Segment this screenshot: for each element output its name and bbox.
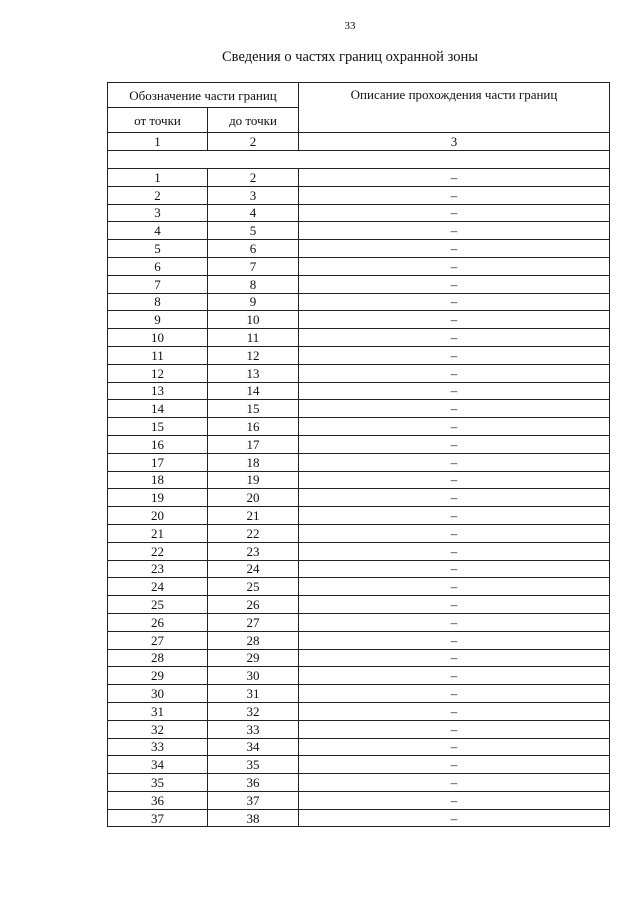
description-cell: – [299, 329, 610, 347]
table-row [108, 222, 610, 240]
description-cell: – [299, 204, 610, 222]
description-cell: – [299, 542, 610, 560]
from-point-cell: 28 [108, 649, 208, 667]
to-point-cell: 24 [208, 560, 299, 578]
description-cell: – [299, 169, 610, 187]
to-point-cell: 29 [208, 649, 299, 667]
description-header: Описание прохождения части границ [299, 83, 610, 133]
from-point-cell: 35 [108, 774, 208, 792]
description-cell: – [299, 685, 610, 703]
table-row [108, 507, 610, 525]
to-point-cell: 9 [208, 293, 299, 311]
to-point-cell: 13 [208, 364, 299, 382]
to-point-cell: 25 [208, 578, 299, 596]
description-cell: – [299, 720, 610, 738]
table-row [108, 364, 610, 382]
from-point-cell: 7 [108, 275, 208, 293]
description-cell: – [299, 596, 610, 614]
description-cell: – [299, 507, 610, 525]
description-cell: – [299, 738, 610, 756]
table-row [108, 435, 610, 453]
table-row [108, 667, 610, 685]
table-row [108, 685, 610, 703]
description-cell: – [299, 222, 610, 240]
table-row [108, 169, 610, 187]
description-cell: – [299, 649, 610, 667]
description-cell: – [299, 774, 610, 792]
to-point-cell: 11 [208, 329, 299, 347]
table-row [108, 524, 610, 542]
description-cell: – [299, 186, 610, 204]
to-point-cell: 5 [208, 222, 299, 240]
to-point-cell: 14 [208, 382, 299, 400]
to-point-cell: 23 [208, 542, 299, 560]
to-point-cell: 22 [208, 524, 299, 542]
description-cell: – [299, 240, 610, 258]
designation-header: Обозначение части границ [108, 83, 299, 108]
from-point-cell: 13 [108, 382, 208, 400]
from-point-cell: 33 [108, 738, 208, 756]
from-point-cell: 17 [108, 453, 208, 471]
to-point-cell: 32 [208, 702, 299, 720]
from-point-cell: 16 [108, 435, 208, 453]
table-row [108, 293, 610, 311]
to-point-cell: 27 [208, 613, 299, 631]
to-point-cell: 38 [208, 809, 299, 827]
description-cell: – [299, 809, 610, 827]
to-point-cell: 31 [208, 685, 299, 703]
to-point-cell: 30 [208, 667, 299, 685]
description-cell: – [299, 471, 610, 489]
table-row [108, 311, 610, 329]
from-point-cell: 15 [108, 418, 208, 436]
from-point-cell: 32 [108, 720, 208, 738]
to-point-cell: 3 [208, 186, 299, 204]
from-point-cell: 21 [108, 524, 208, 542]
table-row [108, 809, 610, 827]
from-point-cell: 26 [108, 613, 208, 631]
to-point-cell: 37 [208, 791, 299, 809]
table-row [108, 720, 610, 738]
description-cell: – [299, 613, 610, 631]
table-row [108, 257, 610, 275]
table-row [108, 240, 610, 258]
description-cell: – [299, 293, 610, 311]
description-cell: – [299, 560, 610, 578]
table-row [108, 613, 610, 631]
description-cell: – [299, 382, 610, 400]
description-cell: – [299, 257, 610, 275]
header-row-1 [108, 83, 610, 108]
boundary-parts-table [107, 82, 610, 827]
from-point-cell: 29 [108, 667, 208, 685]
description-cell: – [299, 631, 610, 649]
table-row [108, 275, 610, 293]
table-row [108, 186, 610, 204]
from-point-cell: 9 [108, 311, 208, 329]
table-row [108, 471, 610, 489]
spacer-row [108, 151, 610, 169]
table-row [108, 649, 610, 667]
from-point-cell: 8 [108, 293, 208, 311]
table-row [108, 756, 610, 774]
to-point-cell: 26 [208, 596, 299, 614]
from-point-cell: 6 [108, 257, 208, 275]
from-point-cell: 20 [108, 507, 208, 525]
from-point-cell: 22 [108, 542, 208, 560]
from-point-cell: 31 [108, 702, 208, 720]
to-point-cell: 33 [208, 720, 299, 738]
to-point-cell: 7 [208, 257, 299, 275]
description-cell: – [299, 275, 610, 293]
from-point-cell: 3 [108, 204, 208, 222]
table-row [108, 578, 610, 596]
spacer-cell [108, 151, 610, 169]
description-cell: – [299, 489, 610, 507]
to-point-cell: 18 [208, 453, 299, 471]
to-point-cell: 28 [208, 631, 299, 649]
description-cell: – [299, 578, 610, 596]
description-cell: – [299, 311, 610, 329]
from-point-cell: 12 [108, 364, 208, 382]
to-point-cell: 4 [208, 204, 299, 222]
table-row [108, 738, 610, 756]
description-cell: – [299, 702, 610, 720]
description-cell: – [299, 453, 610, 471]
to-point-cell: 34 [208, 738, 299, 756]
description-cell: – [299, 756, 610, 774]
from-point-cell: 25 [108, 596, 208, 614]
table-row [108, 542, 610, 560]
to-point-cell: 12 [208, 346, 299, 364]
to-point-cell: 35 [208, 756, 299, 774]
table-row [108, 560, 610, 578]
description-cell: – [299, 346, 610, 364]
from-point-cell: 34 [108, 756, 208, 774]
column-number-row [108, 133, 610, 151]
description-cell: – [299, 667, 610, 685]
from-point-cell: 27 [108, 631, 208, 649]
from-point-cell: 1 [108, 169, 208, 187]
to-point-cell: 15 [208, 400, 299, 418]
table-row [108, 631, 610, 649]
table-row [108, 418, 610, 436]
page-number: 33 [344, 20, 356, 32]
to-point-cell: 19 [208, 471, 299, 489]
to-point-cell: 17 [208, 435, 299, 453]
description-cell: – [299, 435, 610, 453]
from-point-cell: 24 [108, 578, 208, 596]
table-row [108, 774, 610, 792]
from-point-cell: 11 [108, 346, 208, 364]
column-number-2: 2 [208, 133, 299, 151]
to-point-cell: 2 [208, 169, 299, 187]
description-cell: – [299, 400, 610, 418]
to-point-cell: 10 [208, 311, 299, 329]
table-row [108, 702, 610, 720]
from-point-cell: 30 [108, 685, 208, 703]
from-point-cell: 4 [108, 222, 208, 240]
table-row [108, 204, 610, 222]
table-row [108, 489, 610, 507]
table-row [108, 596, 610, 614]
table-row [108, 382, 610, 400]
column-number-1: 1 [108, 133, 208, 151]
table-body [108, 83, 610, 827]
table-row [108, 791, 610, 809]
to-point-header: до точки [208, 108, 299, 133]
page-title: Сведения о частях границ охранной зоны [222, 49, 478, 65]
from-point-header: от точки [108, 108, 208, 133]
to-point-cell: 6 [208, 240, 299, 258]
description-cell: – [299, 364, 610, 382]
from-point-cell: 23 [108, 560, 208, 578]
to-point-cell: 36 [208, 774, 299, 792]
to-point-cell: 16 [208, 418, 299, 436]
from-point-cell: 5 [108, 240, 208, 258]
from-point-cell: 14 [108, 400, 208, 418]
to-point-cell: 21 [208, 507, 299, 525]
table-row [108, 329, 610, 347]
from-point-cell: 36 [108, 791, 208, 809]
to-point-cell: 8 [208, 275, 299, 293]
from-point-cell: 37 [108, 809, 208, 827]
description-cell: – [299, 524, 610, 542]
from-point-cell: 2 [108, 186, 208, 204]
from-point-cell: 19 [108, 489, 208, 507]
table-row [108, 346, 610, 364]
from-point-cell: 18 [108, 471, 208, 489]
to-point-cell: 20 [208, 489, 299, 507]
description-cell: – [299, 418, 610, 436]
table-row [108, 453, 610, 471]
table-row [108, 400, 610, 418]
column-number-3: 3 [299, 133, 610, 151]
description-cell: – [299, 791, 610, 809]
from-point-cell: 10 [108, 329, 208, 347]
